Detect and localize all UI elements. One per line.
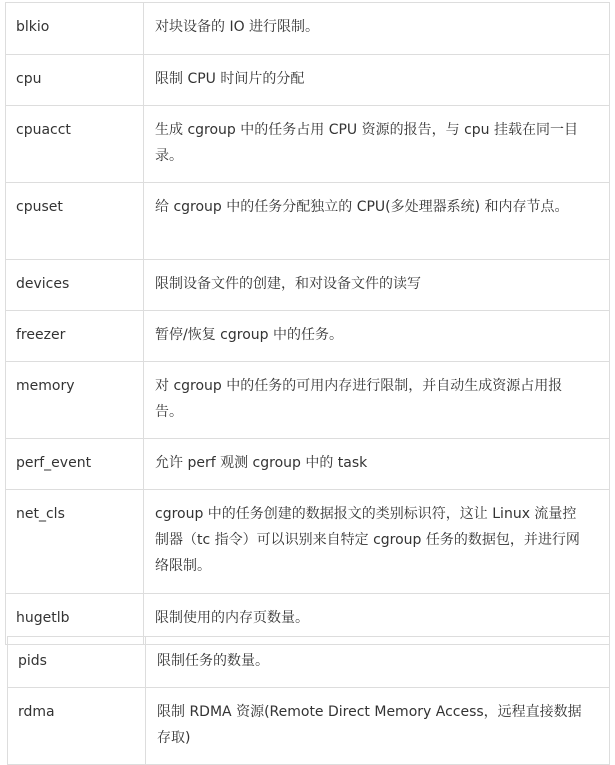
subsystem-name-cell: freezer	[6, 311, 144, 362]
table-row	[6, 490, 610, 594]
table-row	[6, 260, 610, 311]
table-row	[6, 311, 610, 362]
table-row	[6, 55, 610, 106]
subsystem-description-cell: 限制任务的数量。	[146, 637, 610, 688]
subsystem-description-cell: 允许 perf 观测 cgroup 中的 task	[144, 439, 610, 490]
subsystem-name-cell: perf_event	[6, 439, 144, 490]
subsystem-description-cell: 限制 CPU 时间片的分配	[144, 55, 610, 106]
subsystem-description-cell: 生成 cgroup 中的任务占用 CPU 资源的报告，与 cpu 挂载在同一目录。	[144, 106, 610, 183]
subsystem-name-cell: cpu	[6, 55, 144, 106]
subsystem-description-cell: 暂停/恢复 cgroup 中的任务。	[144, 311, 610, 362]
subsystem-name-cell: rdma	[8, 688, 146, 765]
table-row	[6, 362, 610, 439]
subsystem-name-cell: blkio	[6, 3, 144, 55]
subsystem-description-cell: 限制使用的内存页数量。	[144, 594, 610, 645]
table-row	[8, 688, 610, 765]
cgroup-subsystems-table-continued	[7, 636, 610, 765]
table-row	[6, 183, 610, 260]
subsystem-name-cell: cpuacct	[6, 106, 144, 183]
subsystem-description-cell: 对块设备的 IO 进行限制。	[144, 3, 610, 55]
table-row	[6, 3, 610, 55]
subsystem-description-cell: cgroup 中的任务创建的数据报文的类别标识符，这让 Linux 流量控制器（tc 指令）可以识别来自特定 cgroup 任务的数据包，并进行网络限制。	[144, 490, 610, 594]
subsystem-description-cell: 给 cgroup 中的任务分配独立的 CPU(多处理器系统) 和内存节点。	[144, 183, 610, 260]
table-row	[6, 439, 610, 490]
subsystem-name-cell: cpuset	[6, 183, 144, 260]
cgroup-subsystems-table	[5, 2, 610, 645]
subsystem-name-cell: net_cls	[6, 490, 144, 594]
subsystem-name-cell: devices	[6, 260, 144, 311]
table-row	[6, 106, 610, 183]
subsystem-name-cell: memory	[6, 362, 144, 439]
subsystem-description-cell: 对 cgroup 中的任务的可用内存进行限制，并自动生成资源占用报告。	[144, 362, 610, 439]
table-row	[8, 637, 610, 688]
subsystem-name-cell: pids	[8, 637, 146, 688]
subsystem-description-cell: 限制设备文件的创建，和对设备文件的读写	[144, 260, 610, 311]
subsystem-description-cell: 限制 RDMA 资源(Remote Direct Memory Access，远程直接数据存取)	[146, 688, 610, 765]
subsystem-name-cell: hugetlb	[6, 594, 144, 645]
